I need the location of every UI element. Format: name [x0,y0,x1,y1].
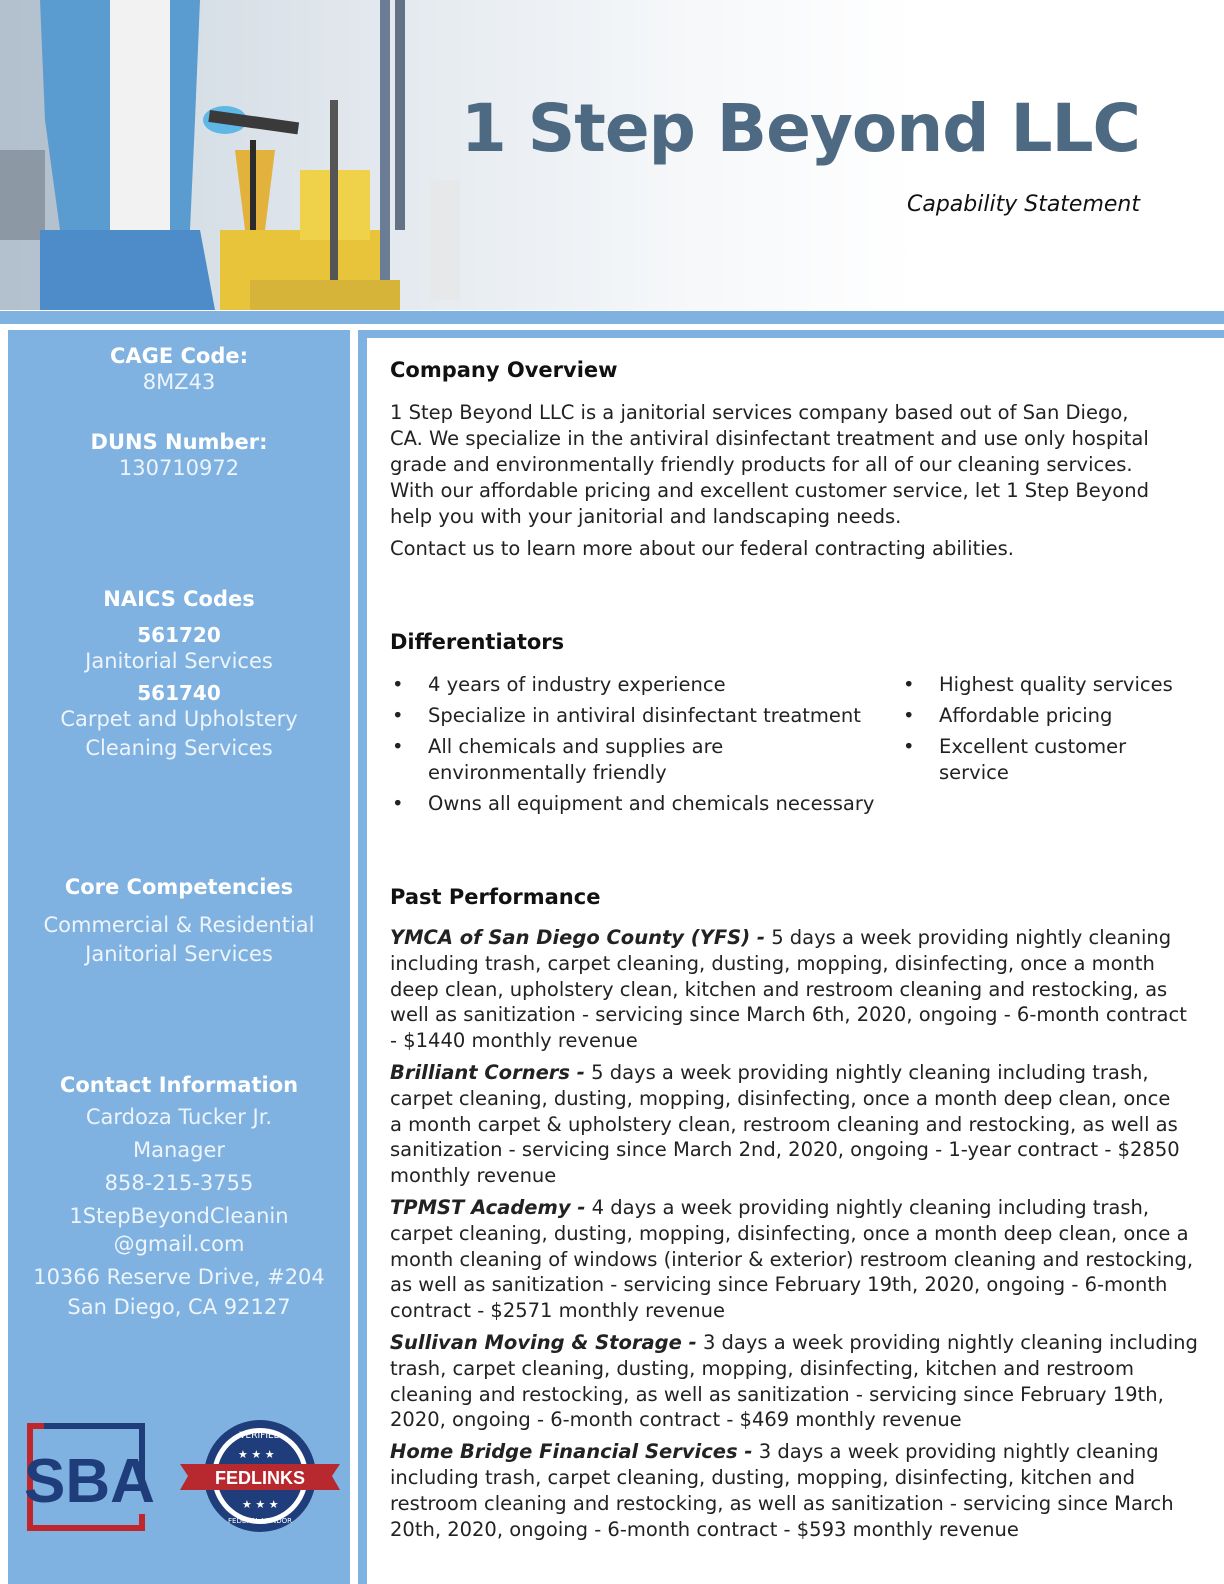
contact-label: Contact Information [59,1073,299,1097]
list-item: • All chemicals and supplies are environmentally friendly [392,735,724,784]
client-name: Sullivan Moving & Storage - [390,1330,697,1354]
contact-email[interactable]: 1StepBeyondCleanin [69,1204,289,1228]
sba-wordmark: SBA [24,1447,155,1516]
list-item: • Owns all equipment and chemicals necessary [392,792,875,815]
overview-line: help you with your janitorial and landscaping needs. [390,505,902,528]
overview-line: With our affordable pricing and excellent customer service, let 1 Step Beyond [390,479,1149,502]
fedlinks-bottom-text: FEDERAL VENDOR [228,1517,292,1525]
contact-address: 10366 Reserve Drive, #204 [33,1265,325,1289]
bullet-icon: • [903,735,915,758]
past-performance-section [390,885,1210,1548]
bullet-icon: • [392,704,404,727]
core-competencies-label: Core Competencies [64,875,294,899]
differentiators-section [390,630,1190,654]
naics-label: NAICS Codes [103,587,255,611]
overview-line: 1 Step Beyond LLC is a janitorial services company based out of San Diego, [390,401,1129,424]
bullet-icon: • [903,673,915,696]
contact-section [8,1073,350,1321]
header-divider [0,311,1224,324]
performance-entry: TPMST Academy - 4 days a week providing nightly cleaning including trash, carpet cleaning, dusting, mopping, disinfecting, once a month deep clean, once a month cleaning of windows (interior & exterior) restroom cleaning and restocking, as well as sanitization - servicing since February 19th, 2020, ongoing - 6-month contract - $2571 monthly revenue [390,1195,1194,1323]
naics-description: Cleaning Services [85,736,273,760]
contact-title: Manager [132,1138,226,1162]
bullet-icon: • [392,792,404,815]
contact-email[interactable]: @gmail.com [113,1232,245,1256]
duns-section [8,430,350,483]
cage-code-label: CAGE Code: [109,344,249,368]
list-item: • Specialize in antiviral disinfectant treatment [392,704,861,727]
naics-description: Carpet and Upholstery [60,707,298,731]
performance-entry: Sullivan Moving & Storage - 3 days a week providing nightly cleaning including trash, carpet cleaning, dusting, mopping, disinfecting, kitchen and restroom cleaning and restocking, as well as sanitization - servicing since February 19th, 2020, ongoing - 6-month contract - $469 monthly revenue [390,1330,1198,1432]
section-heading: Differentiators [390,630,565,654]
section-heading: Company Overview [390,358,618,382]
performance-entry: Home Bridge Financial Services - 3 days a week providing nightly cleaning including trash, carpet cleaning, dusting, mopping, disinfecting, kitchen and restroom cleaning and restocking, as well as sanitization - servicing since March 20th, 2020, ongoing - 6-month contract - $593 monthly revenue [390,1440,1174,1541]
fedlinks-badge [180,1420,340,1532]
client-name: Brilliant Corners - [390,1060,585,1084]
sidebar [8,330,350,1584]
duns-value: 130710972 [118,456,240,480]
list-item: • Affordable pricing [903,704,1113,727]
content-frame-left [358,330,367,1584]
overview-contact-line: Contact us to learn more about our federal contracting abilities. [390,537,1014,560]
star-icon: ★ ★ ★ [242,1498,279,1511]
sba-logo [20,1418,340,1538]
contact-address: San Diego, CA 92127 [67,1295,291,1319]
differentiators-list-left [392,672,892,822]
performance-entry: YMCA of San Diego County (YFS) - 5 days a week providing nightly cleaning including trash, carpet cleaning, dusting, mopping, disinfecting, once a month deep clean, upholstery clean, kitchen and restroom cleaning and restocking, as well as sanitization - servicing since March 6th, 2020, ongoing - 6-month contract - $1440 monthly revenue [390,926,1187,1053]
document-subtitle: Capability Statement [907,192,1140,217]
section-heading: Past Performance [390,885,601,909]
fedlinks-top-text: VERIFIED [239,1431,281,1441]
duns-label: DUNS Number: [90,430,268,454]
contact-name: Cardoza Tucker Jr. [85,1105,273,1129]
certification-logos [20,1418,340,1538]
bullet-icon: • [392,735,404,758]
naics-code: 561720 [137,623,221,647]
contact-phone[interactable]: 858-215-3755 [104,1171,254,1195]
cage-code-value: 8MZ43 [142,370,216,394]
company-overview-section [390,358,1190,562]
star-icon: ★ ★ ★ [238,1448,275,1461]
differentiators-list-right [903,672,1203,791]
core-competencies-section [8,875,350,969]
naics-description: Janitorial Services [85,649,273,673]
bullet-icon: • [392,673,404,696]
naics-code: 561740 [137,681,221,705]
company-title: 1 Step Beyond LLC [460,90,1140,167]
list-item: • 4 years of industry experience [392,673,726,696]
performance-entry: Brilliant Corners - 5 days a week providing nightly cleaning including trash, carpet cleaning, dusting, mopping, disinfecting, once a month deep clean, once a month carpet & upholstery clean, restroom cleaning and restocking, as well as sanitization - servicing since March 2nd, 2020, ongoing - 1-year contract - $2850 monthly revenue [390,1060,1180,1188]
naics-section [8,587,350,763]
core-competency-line: Janitorial Services [85,942,273,966]
fedlinks-wordmark: FEDLINKS [215,1468,305,1488]
overview-line: grade and environmentally friendly products for all of our cleaning services. [390,453,1133,476]
client-name: TPMST Academy - [390,1195,586,1219]
client-name: Home Bridge Financial Services - [390,1440,753,1464]
core-competency-line: Commercial & Residential [43,913,315,937]
content-frame-top [358,330,1224,338]
cage-code-section [8,344,350,397]
list-item: • Excellent customer service [903,735,1127,784]
overview-line: CA. We specialize in the antiviral disinfectant treatment and use only hospital [390,427,1149,450]
client-name: YMCA of San Diego County (YFS) - [390,926,765,949]
list-item: • Highest quality services [903,673,1173,696]
bullet-icon: • [903,704,915,727]
